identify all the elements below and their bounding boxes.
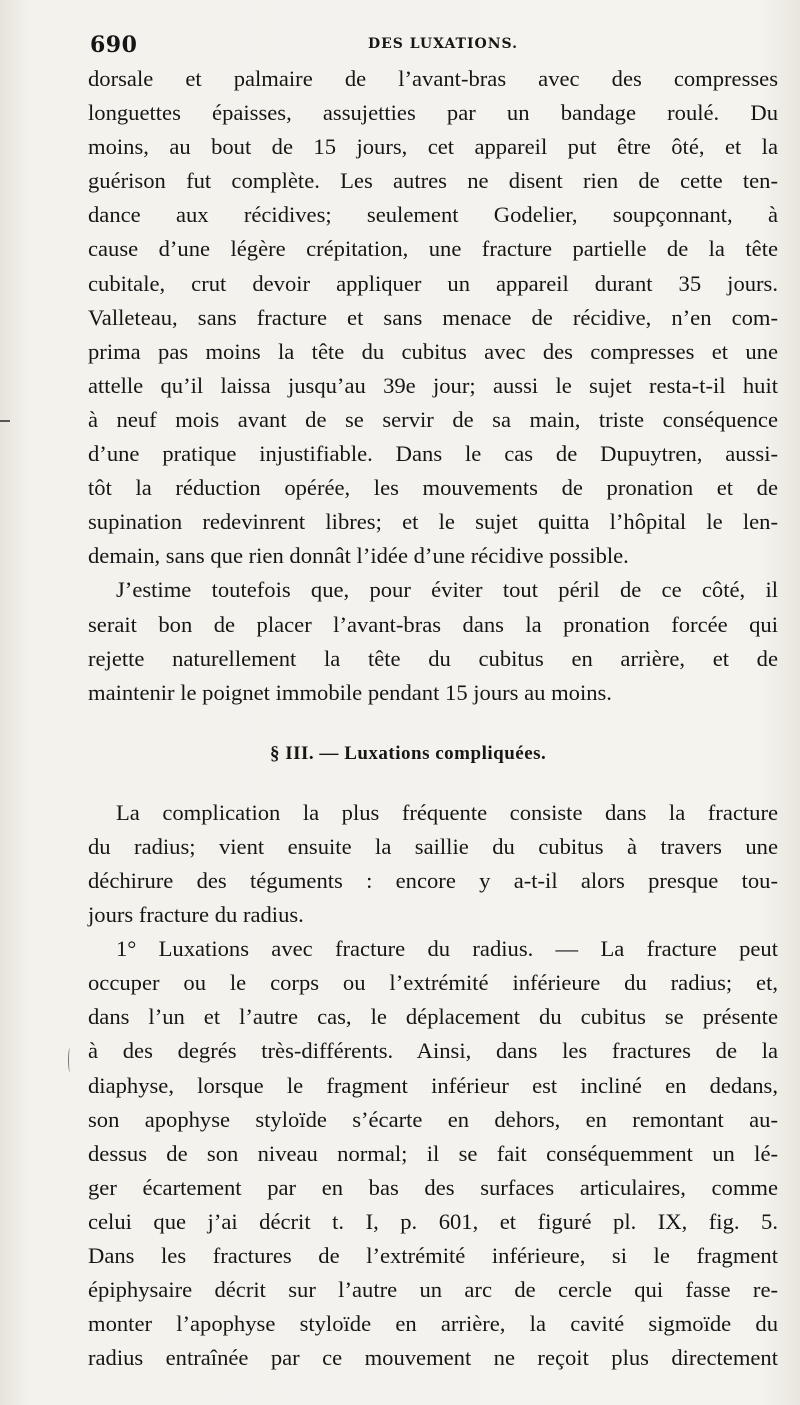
- paragraph: [88, 62, 778, 573]
- page-number: 690: [90, 32, 138, 58]
- text-line: dance aux récidives; seulement Godelier, soupçonnant, à: [88, 202, 778, 228]
- text-line: diaphyse, lorsque le fragment inférieur est incliné en dedans,: [88, 1072, 778, 1098]
- text-line: occuper ou le corps ou l’extrémité inférieure du radius; et,: [88, 970, 778, 996]
- text-line: serait bon de placer l’avant-bras dans la pronation forcée qui: [88, 611, 778, 637]
- text-line: longuettes épaisses, assujetties par un bandage roulé. Du: [88, 100, 778, 126]
- text-line: J’estime toutefois que, pour éviter tout péril de ce côté, il: [116, 577, 778, 603]
- text-line: radius entraînée par ce mouvement ne reçoit plus directement: [88, 1345, 778, 1371]
- running-title: DES LUXATIONS.: [368, 36, 518, 52]
- body-text: [88, 62, 778, 1375]
- text-line: monter l’apophyse styloïde en arrière, la cavité sigmoïde du: [88, 1311, 778, 1337]
- text-line: 1° Luxations avec fracture du radius. — La fracture peut: [116, 936, 778, 962]
- text-line: demain, sans que rien donnât l’idée d’une récidive possible.: [88, 543, 629, 569]
- paragraph: [88, 573, 778, 709]
- text-line: cubitale, crut devoir appliquer un appareil durant 35 jours.: [88, 270, 778, 296]
- text-line: dessus de son niveau normal; il se fait conséquemment un lé-: [88, 1140, 778, 1166]
- running-head: [88, 24, 778, 62]
- section-title: Luxations compliquées.: [344, 742, 547, 764]
- margin-mark: [68, 1048, 72, 1072]
- paragraph: [88, 796, 778, 932]
- text-line: Dans les fractures de l’extrémité inférieure, si le fragment: [88, 1243, 778, 1268]
- text-line: à des degrés très-différents. Ainsi, dans les fractures de la: [88, 1038, 778, 1064]
- section-heading: [88, 720, 778, 788]
- text-line: à neuf mois avant de se servir de sa main, triste conséquence: [88, 406, 778, 432]
- text-line: déchirure des téguments : encore y a-t-il alors presque tou-: [88, 867, 778, 893]
- text-line: celui que j’ai décrit t. I, p. 601, et figuré pl. IX, fig. 5.: [88, 1208, 778, 1234]
- text-line: du radius; vient ensuite la saillie du cubitus à travers une: [88, 833, 778, 859]
- text-line: supination redevinrent libres; et le sujet quitta l’hôpital le len-: [88, 509, 778, 535]
- text-line: moins, au bout de 15 jours, cet appareil put être ôté, et la: [88, 134, 778, 160]
- text-line: cause d’une légère crépitation, une fracture partielle de la tête: [88, 236, 778, 262]
- text-line: Valleteau, sans fracture et sans menace de récidive, n’en com-: [88, 304, 778, 330]
- text-line: guérison fut complète. Les autres ne disent rien de cette ten-: [88, 168, 778, 194]
- text-line: attelle qu’il laissa jusqu’au 39e jour; aussi le sujet resta-t-il huit: [88, 372, 778, 398]
- text-line: d’une pratique injustifiable. Dans le cas de Dupuytren, aussi-: [88, 441, 778, 467]
- text-line: prima pas moins la tête du cubitus avec des compresses et une: [88, 338, 778, 364]
- text-line: ger écartement par en bas des surfaces articulaires, comme: [88, 1174, 778, 1200]
- text-line: maintenir le poignet immobile pendant 15 jours au moins.: [88, 679, 612, 705]
- text-line: épiphysaire décrit sur l’autre un arc de cercle qui fasse re-: [88, 1277, 778, 1303]
- margin-mark: [0, 420, 10, 422]
- text-line: tôt la réduction opérée, les mouvements de pronation et de: [88, 475, 778, 501]
- text-line: dans l’un et l’autre cas, le déplacement du cubitus se présente: [88, 1004, 778, 1030]
- text-line: jours fracture du radius.: [88, 902, 304, 928]
- text-line: dorsale et palmaire de l’avant-bras avec des compresses: [88, 66, 778, 91]
- text-line: rejette naturellement la tête du cubitus en arrière, et de: [88, 645, 778, 671]
- section-number: § III. —: [270, 742, 339, 764]
- text-line: La complication la plus fréquente consiste dans la fracture: [116, 799, 778, 825]
- text-line: son apophyse styloïde s’écarte en dehors, en remontant au-: [88, 1106, 778, 1132]
- paragraph: [88, 932, 778, 1375]
